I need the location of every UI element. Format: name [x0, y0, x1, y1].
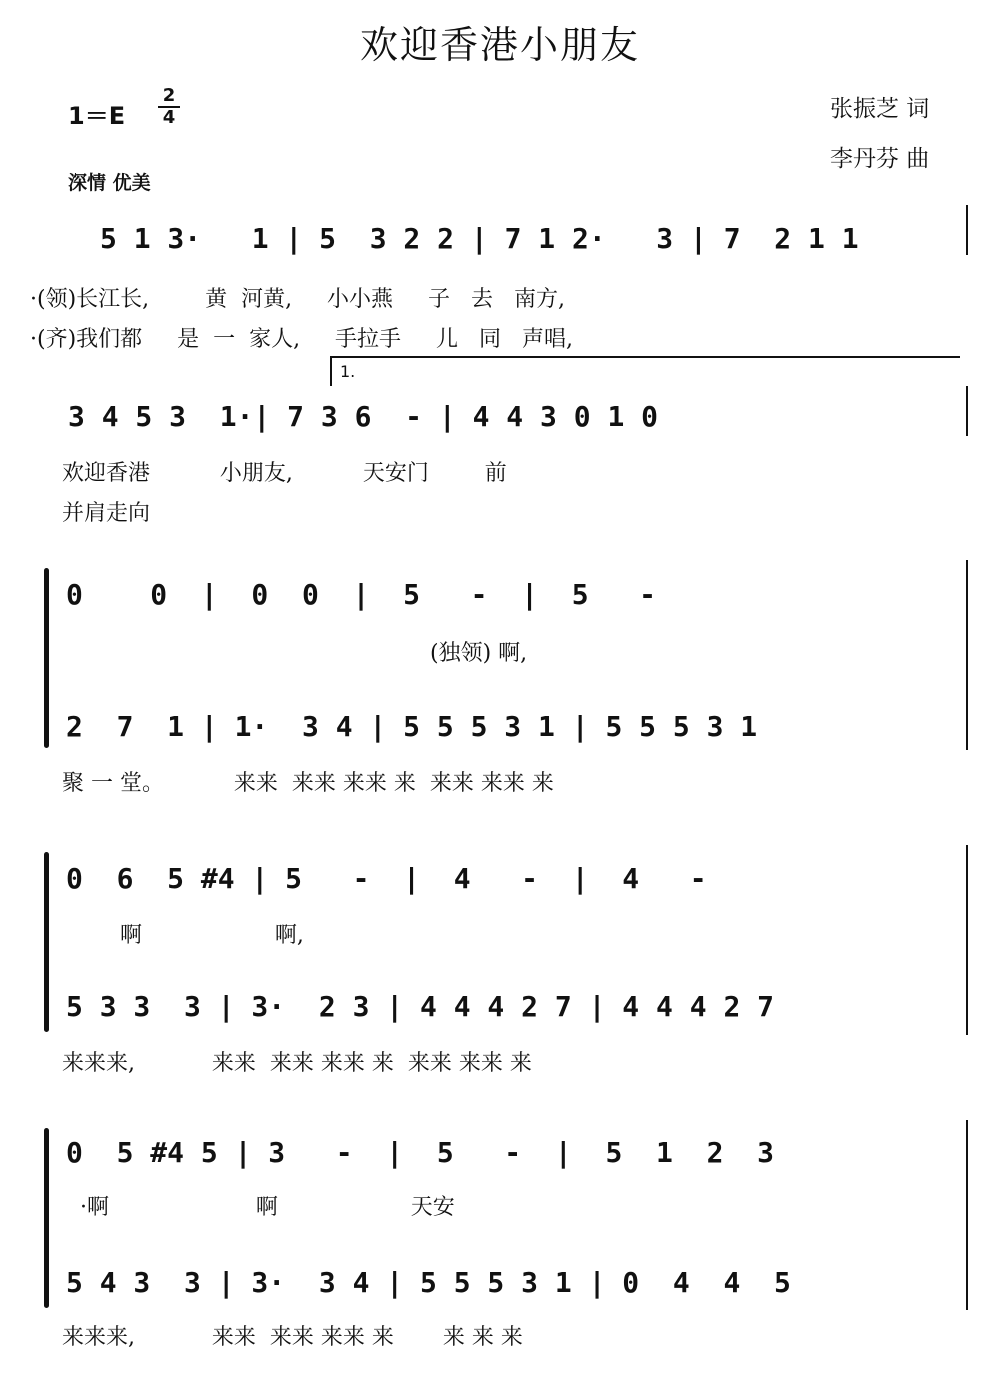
volta-bracket-start: [330, 356, 332, 386]
lyric-line-9: ·啊 啊 天安: [80, 1195, 455, 1220]
system-brace: [44, 852, 49, 1032]
notation-line-5-lower: 5 4 3 3 | 3· 3 4 | 5 5 5 3 1 | 0 4 4 5: [66, 1266, 791, 1299]
lyric-line-8: 来来来, 来来 来来 来来 来 来来 来来 来: [62, 1051, 532, 1076]
key-signature: 1＝E: [68, 102, 126, 130]
notation-line-1: 5 1 3· 1 | 5 3 2 2 | 7 1 2· 3 | 7 2 1 1: [100, 222, 859, 255]
end-barline: [966, 560, 968, 750]
lyric-line-2: ·(齐)我们都 是 一 家人, 手拉手 儿 同 声唱,: [30, 327, 573, 352]
lyric-line-4: 并肩走向: [62, 501, 151, 526]
lyric-line-7: 啊 啊,: [120, 923, 304, 948]
composer-credit: 李丹芬 曲: [830, 146, 930, 172]
end-barline: [966, 845, 968, 1035]
lyric-line-10: 来来来, 来来 来来 来来 来 来 来 来: [62, 1325, 523, 1350]
time-signature: [158, 86, 180, 128]
lyric-line-5: (独领) 啊,: [430, 641, 528, 666]
system-brace: [44, 568, 49, 748]
time-signature-numerator: 2: [158, 86, 180, 108]
lyric-line-1: ·(领)长江长, 黄 河黄, 小小燕 子 去 南方,: [30, 287, 565, 312]
end-barline: [966, 1120, 968, 1310]
notation-line-3-lower: 2 7 1 | 1· 3 4 | 5 5 5 3 1 | 5 5 5 3 1: [66, 710, 758, 743]
end-barline: [966, 205, 968, 255]
system-brace: [44, 1128, 49, 1308]
notation-line-5-upper: 0 5 #4 5 | 3 - | 5 - | 5 1 2 3: [66, 1136, 775, 1169]
time-signature-denominator: 4: [162, 107, 176, 128]
notation-line-4-lower: 5 3 3 3 | 3· 2 3 | 4 4 4 2 7 | 4 4 4 2 7: [66, 990, 775, 1023]
end-barline: [966, 386, 968, 436]
notation-line-2: 3 4 5 3 1·| 7 3 6 - | 4 4 3 0 1 0: [68, 400, 659, 433]
notation-line-3-upper: 0 0 | 0 0 | 5 - | 5 -: [66, 578, 657, 611]
song-title: 欢迎香港小朋友: [359, 23, 640, 67]
tempo-marking: 深情 优美: [68, 172, 151, 194]
lyric-line-6: 聚 一 堂。 来来 来来 来来 来 来来 来来 来: [62, 771, 554, 796]
volta-bracket: [330, 356, 960, 358]
lyric-line-3: 欢迎香港 小朋友, 天安门 前: [62, 461, 507, 486]
notation-line-4-upper: 0 6 5 #4 | 5 - | 4 - | 4 -: [66, 862, 707, 895]
volta-label: 1.: [340, 362, 356, 381]
lyricist-credit: 张振芝 词: [830, 96, 930, 122]
